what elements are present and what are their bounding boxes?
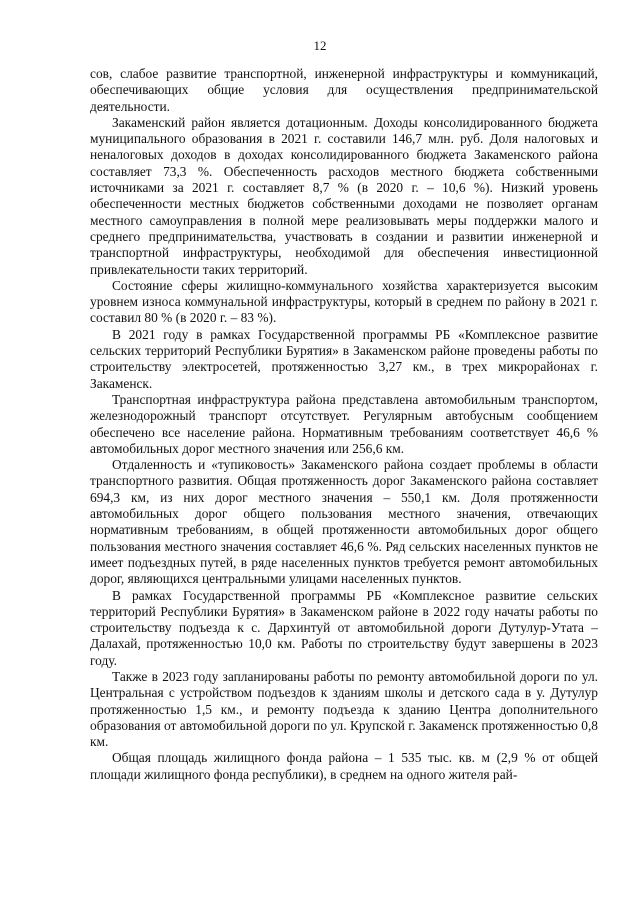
paragraph-continuation: сов, слабое развитие транспортной, инженерной инфраструктуры и коммуникаций, обеспечивающих общие условия для осуществления предпринимательской деятельности.	[90, 66, 598, 114]
page-number: 12	[313, 38, 327, 53]
paragraph-housing-utilities: Состояние сферы жилищно-коммунального хозяйства характеризуется высоким уровнем износа коммунальной инфраструктуры, который в среднем по району в 2021 г. составил 80 % (в 2020 г. – 83 %).	[90, 277, 598, 326]
paragraph-road-repair: Также в 2023 году запланированы работы по ремонту автомобильной дороги по ул. Центральная с устройством подъездов к зданиям школы и детского сада в у. Дутулур протяженностью 1,5 км., и ремонту подъезда к зданию Центра дополнительного образования от автомобильной дороги по ул. Крупской г. Закаменск протяженностью 0,8 км.	[90, 668, 598, 750]
body-text	[90, 66, 598, 783]
paragraph-remoteness: Отдаленность и «тупиковость» Закаменского района создает проблемы в области транспортного развития. Общая протяженность дорог Закаменского района составляет 694,3 км, из них дорог местного значения – 550,1 км. Доля протяженности автомобильных дорог общего пользования местного значения, отвечающих нормативным требованиям, в общей протяженности автомобильных дорог общего пользования местного значения составляет 46,6 %. Ряд сельских населенных пунктов не имеет подъездных путей, в ряде населенных пунктов требуется ремонт автомобильных дорог, являющихся центральными улицами населенных пунктов.	[90, 457, 598, 587]
paragraph-housing-stock: Общая площадь жилищного фонда района – 1 535 тыс. кв. м (2,9 % от общей площади жилищного фонда республики), в среднем на одного жителя рай-	[90, 750, 598, 782]
paragraph-electric-grid: В 2021 году в рамках Государственной программы РБ «Комплексное развитие сельских территорий Республики Бурятия» в Закаменском районе проведены работы по строительству электросетей, протяженностью 3,27 км., в трех микрорайонах г. Закаменск.	[90, 326, 598, 391]
paragraph-budget: Закаменский район является дотационным. Доходы консолидированного бюджета муниципального образования в 2021 г. составили 146,7 млн. руб. Доля налоговых и неналоговых доходов в доходах консолидированного бюджета Закаменского района составляет 73,3 %. Обеспеченность расходов местного бюджета собственными источниками за 2021 г. составляет 8,7 % (в 2020 г. – 10,6 %). Низкий уровень обеспеченности местных бюджетов собственными доходами не позволяет органам местного самоуправления в полной мере реализовывать меры поддержки малого и среднего предпринимательства, участвовать в создании и развитии инженерной и транспортной инфраструктуры, необходимой для обеспечения инвестиционной привлекательности таких территорий.	[90, 114, 598, 277]
paragraph-road-construction: В рамках Государственной программы РБ «Комплексное развитие сельских территорий Республики Бурятия» в Закаменском районе в 2022 году начаты работы по строительству подъезда к с. Дархинтуй от автомобильной дороги Дутулур-Утата – Далахай, протяженностью 10,0 км. Работы по строительству будут завершены в 2023 году.	[90, 587, 598, 668]
paragraph-transport-infrastructure: Транспортная инфраструктура района представлена автомобильным транспортом, железнодорожный транспорт отсутствует. Регулярным автобусным сообщением обеспечено все население района. Нормативным требованиям соответствует 46,6 % автомобильных дорог местного значения или 256,6 км.	[90, 391, 598, 456]
